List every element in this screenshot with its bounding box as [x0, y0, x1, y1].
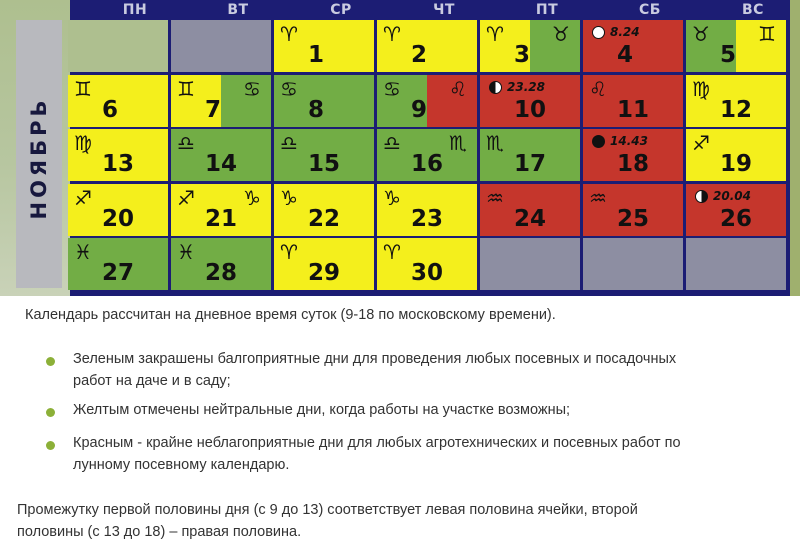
month-label: НОЯБРЬ [27, 96, 51, 220]
day-number: 30 [411, 260, 444, 286]
gemini-icon: ♊ [177, 76, 195, 101]
weekday-mon: ПН [122, 2, 148, 18]
day-cell [68, 75, 168, 127]
yellow-bullet [46, 408, 55, 417]
legend-section [0, 296, 800, 554]
libra-icon: ♎ [280, 131, 298, 155]
day-cell [171, 129, 271, 181]
scorpio-icon: ♏ [486, 131, 504, 155]
day-number: 7 [205, 96, 222, 123]
legend-note-line2: половины (с 13 до 18) – правая половина. [17, 524, 302, 540]
day-number: 1 [308, 42, 325, 68]
day-cell [583, 75, 683, 127]
legend-red-line1: Красным - крайне неблагоприятные дни для любых агротехнических и посевных работ по [73, 435, 681, 451]
day-number: 8 [308, 96, 325, 123]
cancer-icon: ♋ [383, 76, 401, 101]
taurus-icon: ♉ [552, 22, 570, 46]
moon-first-quarter-icon [695, 190, 708, 203]
day-number: 20 [102, 205, 135, 232]
pisces-icon: ♓ [177, 240, 195, 264]
aries-icon: ♈ [280, 22, 298, 46]
day-number: 12 [720, 96, 753, 123]
day-number: 15 [308, 151, 341, 177]
empty-cell [583, 238, 683, 290]
day-cell [480, 20, 580, 72]
aries-icon: ♈ [383, 240, 401, 264]
virgo-icon: ♍ [692, 76, 710, 101]
libra-icon: ♎ [177, 131, 195, 155]
day-number: 18 [617, 151, 650, 177]
second-half [324, 75, 374, 127]
empty-cell [686, 238, 786, 290]
day-number: 29 [308, 260, 341, 286]
capricorn-icon: ♑ [243, 185, 261, 210]
moon-last-quarter-icon [489, 81, 502, 94]
weekday-sun: ВС [742, 2, 764, 18]
empty-cell [68, 20, 168, 72]
sagittarius-icon: ♐ [177, 185, 195, 210]
day-cell [68, 129, 168, 181]
day-cell [274, 238, 374, 290]
day-cell [274, 129, 374, 181]
second-half [633, 20, 683, 72]
day-number: 11 [617, 96, 650, 123]
moon-time: 14.43 [610, 134, 648, 148]
day-number: 2 [411, 42, 428, 68]
day-number: 16 [411, 151, 444, 177]
day-number: 4 [617, 42, 634, 68]
weekday-thu: ЧТ [433, 2, 455, 18]
day-cell [377, 20, 477, 72]
legend-green-line2: работ на даче и в саду; [73, 373, 231, 389]
day-number: 19 [720, 151, 753, 177]
day-cell [274, 184, 374, 236]
legend-note-line1: Промежутку первой половины дня (с 9 до 13) соответствует левая половина ячейки, второй [17, 502, 638, 518]
second-half [118, 75, 168, 127]
day-number: 23 [411, 205, 444, 232]
day-cell [480, 75, 580, 127]
weekday-wed: СР [330, 2, 352, 18]
legend-green-line1: Зеленым закрашены балгоприятные дни для проведения любых посевных и посадочных [73, 351, 677, 367]
aries-icon: ♈ [383, 22, 401, 46]
capricorn-icon: ♑ [280, 185, 298, 210]
legend-intro: Календарь рассчитан на дневное время суток (9-18 по московскому времени). [25, 307, 556, 323]
virgo-icon: ♍ [74, 131, 92, 155]
day-number: 27 [102, 260, 135, 286]
scorpio-icon: ♏ [449, 131, 467, 155]
empty-cell [171, 20, 271, 72]
day-cell [686, 20, 786, 72]
moon-time: 20.04 [713, 188, 751, 203]
day-number: 17 [514, 151, 547, 177]
weekday-fri: ПТ [535, 2, 559, 18]
day-cell [68, 184, 168, 236]
day-number: 24 [514, 205, 547, 232]
moon-full-icon [592, 26, 605, 39]
day-cell [68, 238, 168, 290]
gemini-icon: ♊ [758, 22, 776, 46]
leo-icon: ♌ [449, 76, 467, 101]
day-number: 25 [617, 205, 650, 232]
day-number: 10 [514, 96, 547, 123]
day-cell [686, 184, 786, 236]
day-cell [583, 129, 683, 181]
taurus-icon: ♉ [692, 22, 710, 46]
day-cell [480, 184, 580, 236]
cancer-icon: ♋ [243, 76, 261, 101]
green-bullet [46, 357, 55, 366]
pisces-icon: ♓ [74, 240, 92, 264]
month-cell [16, 20, 62, 288]
day-cell [377, 184, 477, 236]
aries-icon: ♈ [280, 240, 298, 264]
moon-new-icon [592, 135, 605, 148]
day-number: 9 [411, 96, 428, 123]
day-number: 21 [205, 205, 238, 232]
day-cell [274, 20, 374, 72]
day-cell [377, 75, 477, 127]
day-cell [686, 75, 786, 127]
day-number: 13 [102, 151, 135, 177]
cancer-icon: ♋ [280, 76, 298, 101]
day-number: 5 [720, 42, 737, 68]
day-cell [480, 129, 580, 181]
second-half [427, 20, 477, 72]
sagittarius-icon: ♐ [692, 131, 710, 155]
day-number: 28 [205, 260, 238, 286]
libra-icon: ♎ [383, 131, 401, 155]
aquarius-icon: ♒ [486, 185, 504, 210]
day-number: 3 [514, 42, 531, 68]
legend-red-line2: лунному посевному календарю. [73, 457, 290, 473]
moon-time: 23.28 [507, 79, 545, 94]
weekday-sat: СБ [639, 2, 661, 18]
aquarius-icon: ♒ [589, 185, 607, 210]
day-cell [686, 129, 786, 181]
red-bullet [46, 441, 55, 450]
day-number: 26 [720, 205, 753, 232]
day-cell [274, 75, 374, 127]
day-cell [583, 184, 683, 236]
day-cell [171, 75, 271, 127]
second-half [324, 20, 374, 72]
leo-icon: ♌ [589, 76, 607, 101]
day-cell [171, 238, 271, 290]
day-cell [171, 184, 271, 236]
weekday-tue: ВТ [227, 2, 249, 18]
sagittarius-icon: ♐ [74, 185, 92, 210]
aries-icon: ♈ [486, 22, 504, 46]
day-cell [377, 129, 477, 181]
moon-time: 8.24 [610, 25, 640, 39]
day-cell [377, 238, 477, 290]
empty-cell [480, 238, 580, 290]
calendar-grid [16, 20, 800, 288]
capricorn-icon: ♑ [383, 185, 401, 210]
legend-yellow-line1: Желтым отмечены нейтральные дни, когда работы на участке возможны; [73, 402, 571, 418]
day-number: 22 [308, 205, 341, 232]
gemini-icon: ♊ [74, 76, 92, 101]
day-number: 14 [205, 151, 238, 177]
day-cell [583, 20, 683, 72]
day-number: 6 [102, 96, 119, 123]
